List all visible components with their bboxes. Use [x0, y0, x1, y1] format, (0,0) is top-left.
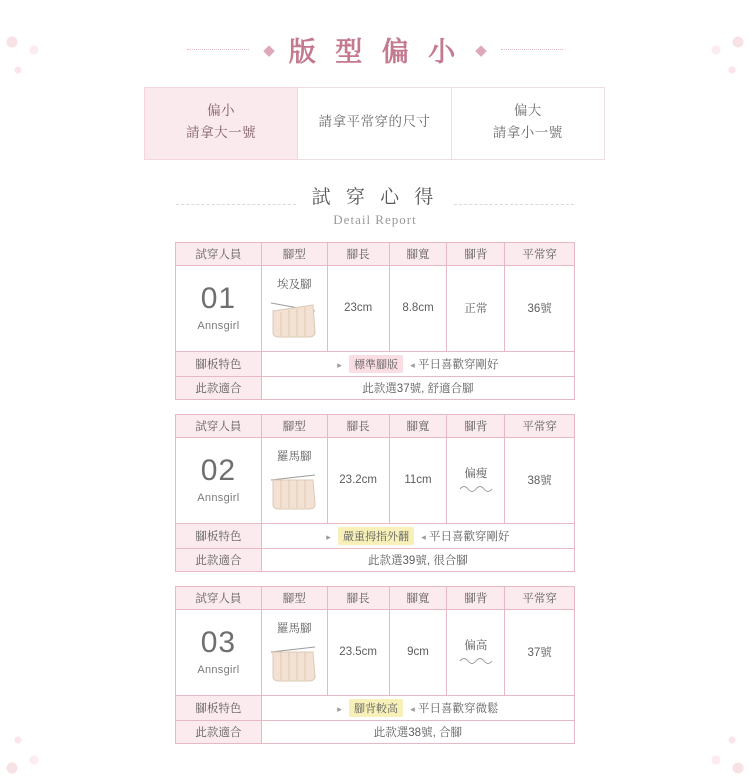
- th-instep: 腳背: [447, 414, 505, 437]
- table-row: [176, 265, 575, 351]
- size-guide: [145, 87, 605, 160]
- title-divider-right: [501, 49, 563, 50]
- arrow-left-icon: ◂: [421, 531, 426, 542]
- fit-label: 此款適合: [176, 376, 262, 399]
- page-title-row: [0, 30, 750, 69]
- usual-size-cell: 36號: [505, 265, 575, 351]
- roman-foot-icon: [267, 466, 321, 512]
- tester-number: 03: [200, 626, 237, 660]
- corner-ornament-bottom-left: [0, 670, 110, 780]
- person-cell: [176, 437, 262, 523]
- diamond-icon-right: ◆: [475, 42, 487, 59]
- page-title: 版 型 偏 小: [288, 37, 462, 67]
- roman-foot-icon: [267, 638, 321, 684]
- th-foot-length: 腳長: [327, 414, 389, 437]
- foot-type-cell: [261, 265, 327, 351]
- th-person: 試穿人員: [176, 414, 262, 437]
- section-title-en: Detail Report: [333, 211, 417, 227]
- fit-note: 此款選39號, 很合腳: [261, 548, 574, 571]
- feature-row: [176, 695, 575, 720]
- th-foot-width: 腳寬: [389, 586, 447, 609]
- th-usual-size: 平常穿: [505, 414, 575, 437]
- th-usual-size: 平常穿: [505, 586, 575, 609]
- corner-ornament-bottom-right: [640, 670, 750, 780]
- feature-tag: 標準腳版: [349, 355, 403, 373]
- tester-number: 01: [200, 282, 237, 316]
- foot-shape-icon: [264, 466, 325, 512]
- foot-shape-icon: [264, 294, 325, 340]
- tester-number: 02: [200, 454, 237, 488]
- feature-label: 腳板特色: [176, 695, 262, 720]
- th-person: 試穿人員: [176, 242, 262, 265]
- foot-length-cell: 23.2cm: [327, 437, 389, 523]
- report-table-02: [175, 414, 575, 572]
- arrow-left-icon: ◂: [410, 703, 415, 714]
- foot-width-cell: 8.8cm: [389, 265, 447, 351]
- arrow-right-icon: ▸: [337, 703, 342, 714]
- section-heading: [0, 182, 750, 228]
- section-title-cn: 試 穿 心 得: [311, 186, 439, 208]
- th-foot-width: 腳寬: [389, 414, 447, 437]
- table-row: [176, 609, 575, 695]
- th-instep: 腳背: [447, 242, 505, 265]
- corner-ornament-top-right: [640, 30, 750, 140]
- feature-value: [261, 695, 574, 720]
- table-header-row: [176, 586, 575, 609]
- arrow-right-icon: ▸: [326, 531, 331, 542]
- diamond-icon-left: ◆: [263, 42, 275, 59]
- person-cell: [176, 265, 262, 351]
- feature-note: 平日喜歡穿微鬆: [417, 702, 499, 715]
- detail-report-tables: [175, 242, 575, 744]
- foot-type-cell: [261, 609, 327, 695]
- feature-value: [261, 351, 574, 376]
- section-divider-left: [176, 204, 296, 205]
- fit-row: [176, 376, 575, 399]
- foot-width-cell: 9cm: [389, 609, 447, 695]
- instep-value: 偏高: [464, 639, 488, 652]
- foot-type-label: 羅馬腳: [276, 451, 312, 464]
- fit-note: 此款選37號, 舒適合腳: [261, 376, 574, 399]
- th-person: 試穿人員: [176, 586, 262, 609]
- th-foot-type: 腳型: [261, 242, 327, 265]
- tester-name: Annsgirl: [197, 492, 240, 505]
- th-foot-length: 腳長: [327, 586, 389, 609]
- fit-row: [176, 548, 575, 571]
- report-table-01: [175, 242, 575, 400]
- arrow-right-icon: ▸: [337, 359, 342, 370]
- foot-length-cell: 23.5cm: [327, 609, 389, 695]
- foot-width-cell: 11cm: [389, 437, 447, 523]
- usual-size-cell: 37號: [505, 609, 575, 695]
- fit-note: 此款選38號, 合腳: [261, 720, 574, 743]
- corner-ornament-top-left: [0, 30, 110, 140]
- feature-row: [176, 523, 575, 548]
- size-guide-item-small-line2: 請拿大一號: [186, 125, 257, 141]
- feature-tag: 嚴重拇指外翻: [338, 527, 414, 545]
- foot-type-label: 羅馬腳: [276, 623, 312, 636]
- fit-row: [176, 720, 575, 743]
- instep-cell: 正常: [447, 265, 505, 351]
- feature-value: [261, 523, 574, 548]
- section-heading-text: [312, 182, 439, 228]
- feature-label: 腳板特色: [176, 351, 262, 376]
- person-cell: [176, 609, 262, 695]
- feature-label: 腳板特色: [176, 523, 262, 548]
- th-instep: 腳背: [447, 586, 505, 609]
- fit-label: 此款適合: [176, 720, 262, 743]
- egyptian-foot-icon: [267, 294, 321, 340]
- th-foot-type: 腳型: [261, 586, 327, 609]
- wave-icon: [459, 655, 493, 665]
- tester-name: Annsgirl: [197, 664, 240, 677]
- th-foot-width: 腳寬: [389, 242, 447, 265]
- instep-value: 偏瘦: [464, 467, 488, 480]
- feature-row: [176, 351, 575, 376]
- feature-note: 平日喜歡穿剛好: [417, 358, 499, 371]
- th-foot-length: 腳長: [327, 242, 389, 265]
- instep-cell: [447, 437, 505, 523]
- foot-type-label: 埃及腳: [277, 279, 312, 292]
- table-header-row: [176, 414, 575, 437]
- report-table-03: [175, 586, 575, 744]
- feature-tag: 腳背較高: [349, 699, 403, 717]
- th-usual-size: 平常穿: [505, 242, 575, 265]
- title-divider-left: [187, 49, 249, 50]
- tester-name: Annsgirl: [197, 320, 240, 333]
- foot-type-cell: [261, 437, 327, 523]
- size-guide-item-large-line2: 請拿小一號: [492, 125, 563, 141]
- instep-cell: [447, 609, 505, 695]
- feature-note: 平日喜歡穿剛好: [428, 530, 510, 543]
- usual-size-cell: 38號: [505, 437, 575, 523]
- foot-length-cell: 23cm: [327, 265, 389, 351]
- arrow-left-icon: ◂: [410, 359, 415, 370]
- size-guide-item-large: [451, 87, 605, 160]
- size-guide-item-large-line1: 偏大: [513, 103, 542, 118]
- size-guide-item-normal: [297, 87, 451, 160]
- fit-label: 此款適合: [176, 548, 262, 571]
- size-guide-item-small-line1: 偏小: [207, 103, 236, 118]
- size-guide-item-small: [144, 87, 298, 160]
- wave-icon: [459, 483, 493, 493]
- size-guide-item-normal-line1: 請拿平常穿的尺寸: [318, 114, 431, 129]
- th-foot-type: 腳型: [261, 414, 327, 437]
- table-header-row: [176, 242, 575, 265]
- section-divider-right: [454, 204, 574, 205]
- foot-shape-icon: [264, 638, 325, 684]
- table-row: [176, 437, 575, 523]
